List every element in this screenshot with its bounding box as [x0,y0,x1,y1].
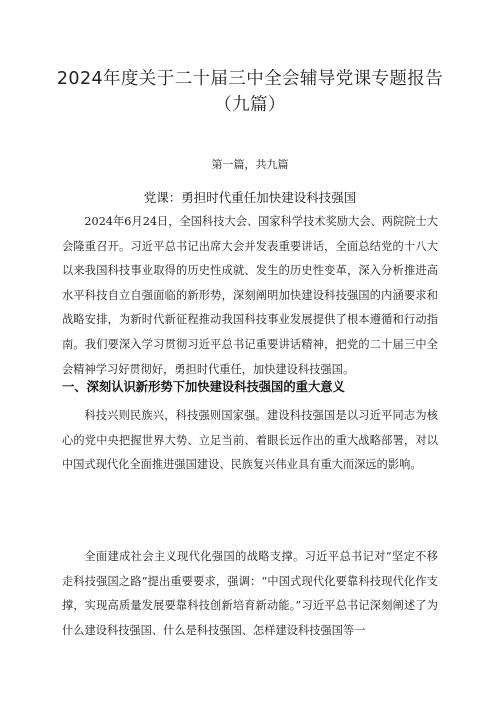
paragraph-block-3 [62,545,438,643]
paragraph-block-2 [62,404,438,478]
document-title-line-1: 2024年度关于二十届三中全会辅导党课专题报告 [56,69,444,89]
paragraph-3: 全面建成社会主义现代化强国的战略支撑。习近平总书记对“坚定不移走科技强国之路”提出重要要求，强调：“中国式现代化要靠科技现代化作支撑，实现高质量发展要靠科技创新培育新动能。”习近平总书记深刻阐述了为什么建设科技强国、什么是科技强国、怎样建设科技强国等一 [62,550,438,637]
document-title [40,66,460,118]
document-title-line-2: （九篇） [214,95,286,115]
paragraph-1: 2024年6月24日，全国科技大会、国家科学技术奖励大会、两院院士大会隆重召开。习近平总书记出席大会并发表重要讲话，全面总结党的十八大以来我国科技事业取得的历史性成就、发生的历史性变革，深入分析推进高水平科技自立自强面临的新形势，深刻阐明加快建设科技强国的内涵要求和战略安排，为新时代新征程推动我国科技事业发展提供了根本遵循和行动指南。我们要深入学习贯彻习近平总书记重要讲话精神，把党的二十届三中全会精神学习好贯彻好，勇担时代重任，加快建设科技强国。 [62,215,438,376]
lesson-title: 党课：勇担时代重任加快建设科技强国 [143,190,357,205]
paragraph-block-1 [62,210,438,382]
heading-block-1 [62,379,438,395]
paragraph-2: 科技兴则民族兴，科技强则国家强。建设科技强国是以习近平同志为核心的党中央把握世界大势、立足当前、着眼长远作出的重大战略部署，对以中国式现代化全面推进强国建设、民族复兴伟业具有重大而深远的影响。 [62,409,438,472]
chapter-label: 第一篇，共九篇 [211,158,289,171]
section-heading-1: 一、深刻认识新形势下加快建设科技强国的重大意义 [62,380,345,394]
